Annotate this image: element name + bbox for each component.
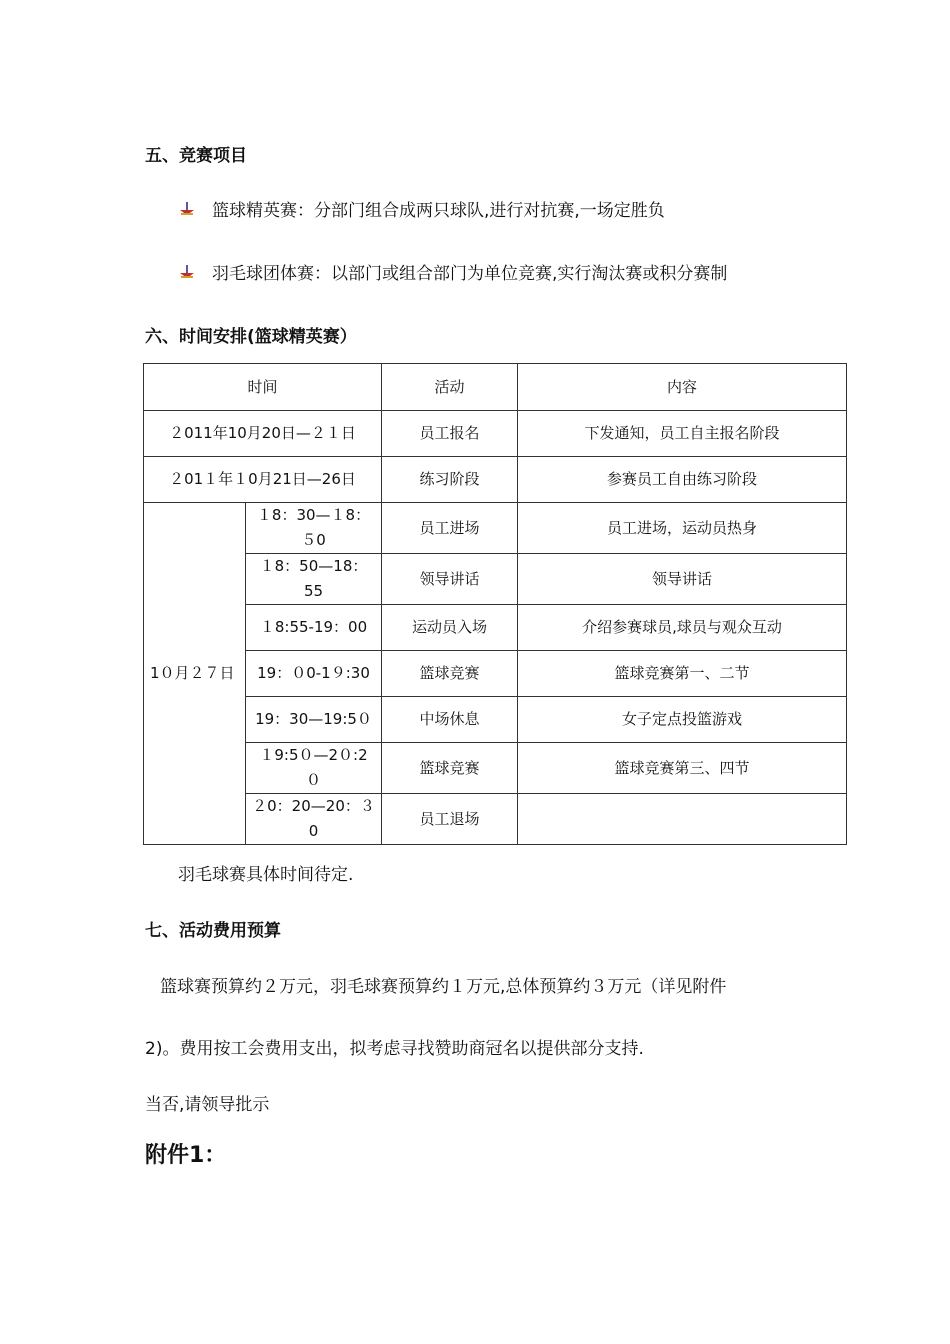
cell-activity: 领导讲话: [382, 554, 518, 605]
table-row: [144, 503, 847, 554]
cell-activity: 员工退场: [382, 794, 518, 845]
cell-time: ２01１年１0月21日—26日: [144, 457, 382, 503]
cell-activity: 篮球竞赛: [382, 651, 518, 697]
bullet-icon: [178, 264, 196, 280]
table-row: [144, 651, 847, 697]
cell-content: 篮球竞赛第三、四节: [518, 743, 847, 794]
header-time: 时间: [144, 364, 382, 411]
table-row: [144, 411, 847, 457]
table-row: [144, 743, 847, 794]
cell-content: 女子定点投篮游戏: [518, 697, 847, 743]
list-item-text: 篮球精英赛：分部门组合成两只球队,进行对抗赛,一场定胜负: [212, 201, 665, 221]
cell-time: ２011年10月20日—２１日: [144, 411, 382, 457]
cell-content: 下发通知，员工自主报名阶段: [518, 411, 847, 457]
cell-time: 19：30—19:5０: [246, 697, 382, 743]
table-row: [144, 697, 847, 743]
cell-time: ２0：20—20：３0: [246, 794, 382, 845]
cell-content: 员工进场，运动员热身: [518, 503, 847, 554]
budget-line-1: 篮球赛预算约２万元，羽毛球赛预算约１万元,总体预算约３万元（详见附件: [160, 977, 727, 997]
cell-content: 介绍参赛球员,球员与观众互动: [518, 605, 847, 651]
cell-activity: 练习阶段: [382, 457, 518, 503]
section-5-title: 五、竞赛项目: [145, 146, 247, 166]
cell-activity: 运动员入场: [382, 605, 518, 651]
cell-activity: 员工报名: [382, 411, 518, 457]
badminton-note: 羽毛球赛具体时间待定.: [178, 865, 354, 885]
budget-line-2: 2)。费用按工会费用支出，拟考虑寻找赞助商冠名以提供部分支持.: [145, 1039, 644, 1059]
cell-time: １9:5０—2０:2０: [246, 743, 382, 794]
cell-time: １8：50—18：55: [246, 554, 382, 605]
cell-time: １8：30—１8：５0: [246, 503, 382, 554]
table-row: [144, 554, 847, 605]
list-item: [178, 259, 727, 284]
closing-text: 当否,请领导批示: [145, 1095, 270, 1115]
bullet-icon: [178, 201, 196, 217]
section-6-title: 六、时间安排(篮球精英赛）: [145, 327, 357, 347]
cell-activity: 员工进场: [382, 503, 518, 554]
cell-content: [518, 794, 847, 845]
cell-time: 19：０0-1９:30: [246, 651, 382, 697]
list-item-text: 羽毛球团体赛：以部门或组合部门为单位竞赛,实行淘汰赛或积分赛制: [212, 264, 728, 284]
cell-activity: 中场休息: [382, 697, 518, 743]
cell-content: 领导讲话: [518, 554, 847, 605]
table-row: [144, 794, 847, 845]
attachment-heading: 附件1：: [145, 1143, 227, 1168]
list-item: [178, 196, 665, 221]
cell-content: 参赛员工自由练习阶段: [518, 457, 847, 503]
cell-day: 1０月２７日: [144, 503, 246, 845]
table-header-row: [144, 364, 847, 411]
table-row: [144, 605, 847, 651]
cell-time: １8:55-19：00: [246, 605, 382, 651]
table-row: [144, 457, 847, 503]
header-activity: 活动: [382, 364, 518, 411]
section-7-title: 七、活动费用预算: [145, 921, 281, 941]
cell-activity: 篮球竞赛: [382, 743, 518, 794]
header-content: 内容: [518, 364, 847, 411]
cell-content: 篮球竞赛第一、二节: [518, 651, 847, 697]
schedule-table: [143, 363, 847, 845]
